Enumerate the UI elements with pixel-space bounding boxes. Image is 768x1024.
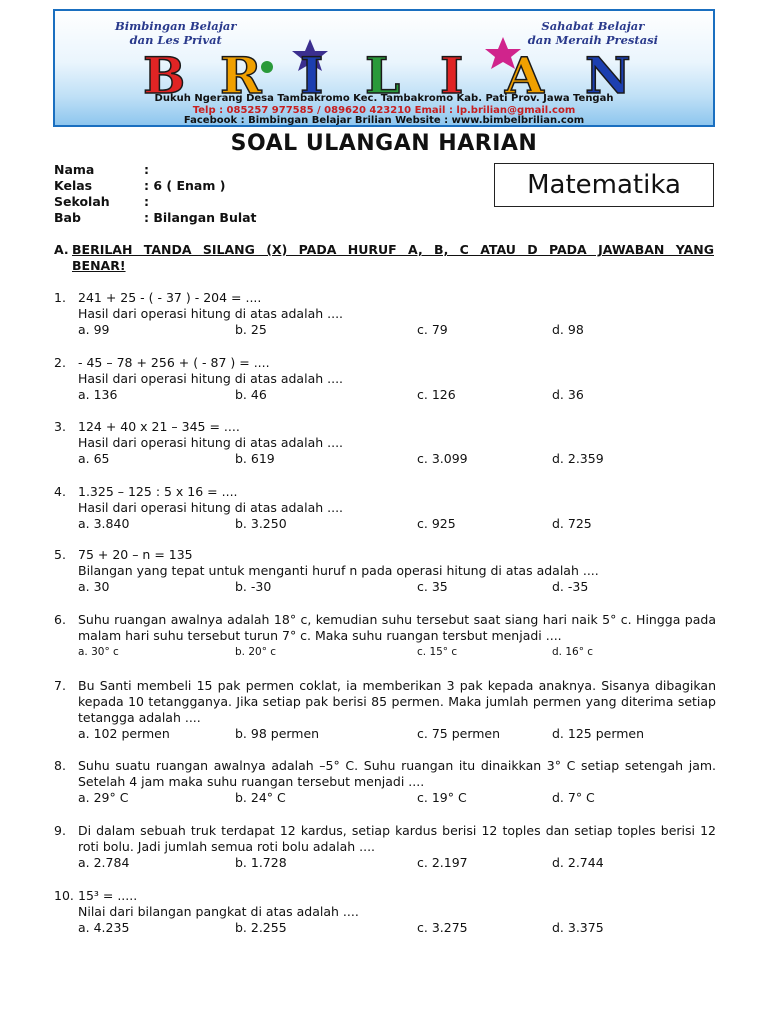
question-text: 241 + 25 - ( - 37 ) - 204 = .... (78, 290, 262, 305)
question-text: Suhu ruangan awalnya adalah 18° c, kemudian suhu tersebut saat siang hari naik 5° c. Hingga pada malam hari suhu tersebut turun 7° c. Maka suhu ruangan tersbut menjadi .... (78, 612, 716, 643)
instruction (54, 242, 714, 274)
question-text: 75 + 20 – n = 135 (78, 547, 193, 562)
question-text: Bilangan yang tepat untuk menganti huruf n pada operasi hitung di atas adalah .... (78, 563, 599, 578)
dot-icon (261, 61, 273, 73)
option-a[interactable]: a. 3.840 (78, 516, 130, 531)
option-a[interactable]: a. 2.784 (78, 855, 130, 870)
question (54, 758, 716, 806)
question-number: 2. (54, 355, 66, 370)
question-text: 15³ = ..... (78, 888, 138, 903)
option-a[interactable]: a. 30 (78, 579, 110, 594)
identity-value: : (144, 162, 149, 177)
options-row (78, 920, 716, 936)
identity-row-sekolah (54, 194, 149, 209)
right-tagline-line: Sahabat Belajar (541, 19, 645, 33)
subject-box: Matematika (494, 163, 714, 207)
identity-key: Kelas (54, 178, 93, 193)
option-a[interactable]: a. 65 (78, 451, 110, 466)
option-b[interactable]: b. 25 (235, 322, 267, 337)
contact-line: Telp : 085257 977585 / 089620 423210 Email : lp.brilian@gmail.com (192, 105, 576, 116)
options-row (78, 579, 716, 595)
question-text: Hasil dari operasi hitung di atas adalah .... (78, 435, 344, 450)
identity-value: : Bilangan Bulat (144, 210, 257, 225)
options-row (78, 855, 716, 871)
option-b[interactable]: b. 2.255 (235, 920, 287, 935)
question (54, 290, 716, 338)
option-a[interactable]: a. 99 (78, 322, 110, 337)
option-d[interactable]: d. 36 (552, 387, 584, 402)
option-c[interactable]: c. 19° C (417, 790, 467, 805)
option-c[interactable]: c. 2.197 (417, 855, 468, 870)
question-number: 9. (54, 823, 66, 838)
question-text: Hasil dari operasi hitung di atas adalah .... (78, 371, 344, 386)
brand-letter: R (220, 46, 262, 97)
brand-letter: L (365, 46, 401, 97)
option-a[interactable]: a. 102 permen (78, 726, 170, 741)
question (54, 612, 716, 660)
option-d[interactable]: d. 98 (552, 322, 584, 337)
right-tagline-line: dan Meraih Prestasi (527, 33, 658, 47)
question-text: Bu Santi membeli 15 pak permen coklat, ia memberikan 3 pak kepada anaknya. Sisanya dibagikan kepada 10 tetangganya. Jika setiap pak berisi 85 permen. Maka jumlah permen yang diterima setiap tetangga adalah .... (78, 678, 716, 725)
question-number: 7. (54, 678, 66, 693)
question-text: Hasil dari operasi hitung di atas adalah .... (78, 500, 344, 515)
question (54, 419, 716, 467)
social-line: Facebook : Bimbingan Belajar Brilian Website : www.bimbelbrilian.com (183, 115, 585, 126)
option-c[interactable]: c. 126 (417, 387, 456, 402)
identity-value: : (144, 194, 149, 209)
options-row (78, 644, 716, 660)
option-b[interactable]: b. 24° C (235, 790, 286, 805)
options-row (78, 726, 716, 742)
identity-row-nama (54, 162, 149, 177)
question (54, 547, 716, 595)
option-d[interactable]: d. 2.744 (552, 855, 604, 870)
option-b[interactable]: b. 3.250 (235, 516, 287, 531)
address-line: Dukuh Ngerang Desa Tambakromo Kec. Tambakromo Kab. Pati Prov. Jawa Tengah (154, 93, 614, 104)
option-c[interactable]: c. 15° c (417, 646, 458, 658)
option-d[interactable]: d. 3.375 (552, 920, 604, 935)
option-b[interactable]: b. 46 (235, 387, 267, 402)
identity-key: Nama (54, 162, 95, 177)
left-tagline-line: Bimbingan Belajar (115, 19, 237, 33)
question-number: 1. (54, 290, 66, 305)
option-c[interactable]: c. 3.275 (417, 920, 468, 935)
options-row (78, 451, 716, 467)
option-d[interactable]: d. 125 permen (552, 726, 645, 741)
identity-value: : 6 ( Enam ) (144, 178, 226, 193)
instruction-line: BENAR! (72, 258, 126, 273)
option-a[interactable]: a. 4.235 (78, 920, 130, 935)
question-number: 4. (54, 484, 66, 499)
option-c[interactable]: c. 75 permen (417, 726, 501, 741)
options-row (78, 516, 716, 532)
option-b[interactable]: b. 20° c (235, 646, 277, 658)
identity-row-kelas (54, 178, 225, 193)
question-text: Hasil dari operasi hitung di atas adalah .... (78, 306, 344, 321)
question-number: 3. (54, 419, 66, 434)
question-text: 1.325 – 125 : 5 x 16 = .... (78, 484, 238, 499)
brand-logo (85, 37, 685, 97)
header-banner (53, 9, 715, 127)
options-row (78, 387, 716, 403)
identity-row-bab (54, 210, 257, 225)
brand-letter: B (143, 46, 186, 97)
option-d[interactable]: d. -35 (552, 579, 589, 594)
question (54, 355, 716, 403)
option-a[interactable]: a. 30° c (78, 646, 119, 658)
brand-letter: I (300, 46, 324, 97)
page-title: SOAL ULANGAN HARIAN (230, 131, 538, 156)
identity-key: Bab (54, 210, 81, 225)
question-number: 8. (54, 758, 66, 773)
option-c[interactable]: c. 3.099 (417, 451, 468, 466)
option-d[interactable]: d. 16° c (552, 646, 594, 658)
question-number: 5. (54, 547, 66, 562)
question-text: Di dalam sebuah truk terdapat 12 kardus, setiap kardus berisi 12 toples dan setiap toples berisi 12 roti bolu. Jadi jumlah semua roti bolu adalah .... (78, 823, 716, 854)
option-c[interactable]: c. 35 (417, 579, 448, 594)
option-d[interactable]: d. 7° C (552, 790, 595, 805)
brand-letter: N (585, 46, 631, 97)
question-text: Suhu suatu ruangan awalnya adalah –5° C. Suhu ruangan itu dinaikkan 3° C setiap setengah jam. Setelah 4 jam maka suhu ruangan tersebut menjadi .... (78, 758, 716, 789)
question-text: - 45 – 78 + 256 + ( - 87 ) = .... (78, 355, 270, 370)
question (54, 484, 716, 532)
option-b[interactable]: b. 98 permen (235, 726, 320, 741)
left-tagline-line: dan Les Privat (129, 33, 222, 47)
question-number: 6. (54, 612, 66, 627)
brand-letter: I (440, 46, 464, 97)
question-text: 124 + 40 x 21 – 345 = .... (78, 419, 240, 434)
instruction-line: BERILAH TANDA SILANG (X) PADA HURUF A, B, C ATAU D PADA JAWABAN YANG (72, 242, 714, 257)
option-a[interactable]: a. 136 (78, 387, 118, 402)
question (54, 678, 716, 742)
instruction-label: A. (54, 242, 69, 257)
option-b[interactable]: b. 1.728 (235, 855, 287, 870)
identity-key: Sekolah (54, 194, 110, 209)
option-a[interactable]: a. 29° C (78, 790, 129, 805)
option-b[interactable]: b. 619 (235, 451, 275, 466)
option-d[interactable]: d. 725 (552, 516, 592, 531)
options-row (78, 322, 716, 338)
options-row (78, 790, 716, 806)
option-c[interactable]: c. 79 (417, 322, 448, 337)
question-text: Nilai dari bilangan pangkat di atas adalah .... (78, 904, 359, 919)
option-b[interactable]: b. -30 (235, 579, 272, 594)
question (54, 888, 716, 936)
option-d[interactable]: d. 2.359 (552, 451, 604, 466)
brand-letter: A (505, 46, 544, 97)
question (54, 823, 716, 871)
option-c[interactable]: c. 925 (417, 516, 456, 531)
question-number: 10. (54, 888, 74, 903)
